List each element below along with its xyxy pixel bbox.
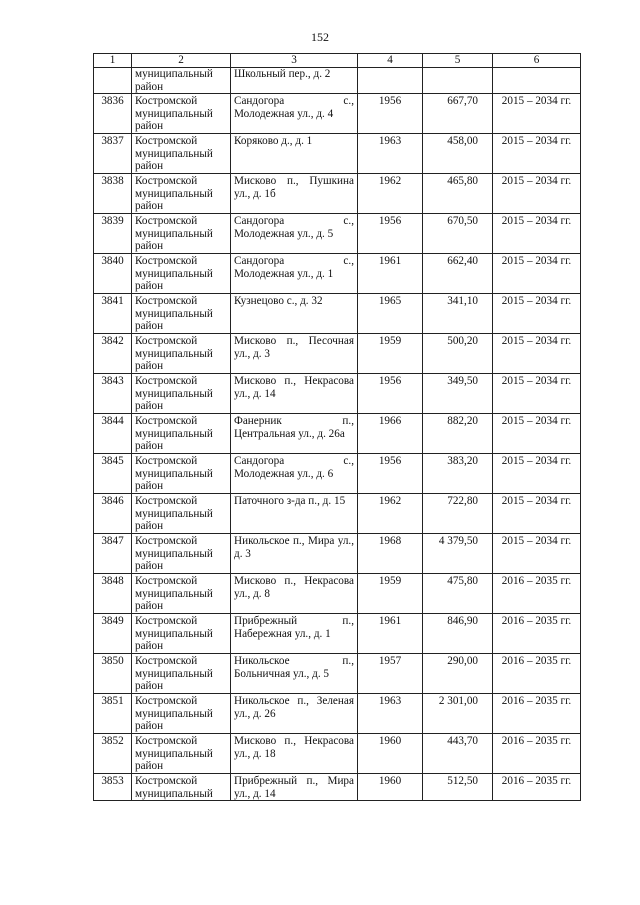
cell-number: 3848	[94, 574, 132, 614]
cell-district: Костромской муниципальный район	[132, 134, 231, 174]
cell-district: Костромской муниципальный район	[132, 254, 231, 294]
cell-year: 1956	[358, 454, 423, 494]
cell-period: 2015 – 2034 гг.	[493, 134, 581, 174]
cell-number: 3849	[94, 614, 132, 654]
column-header-4: 4	[358, 54, 423, 68]
cell-address: Никольское п., Мира ул., д. 3	[231, 534, 358, 574]
cell-address: Никольское п., Больничная ул., д. 5	[231, 654, 358, 694]
cell-area: 722,80	[423, 494, 493, 534]
housing-registry-table	[93, 53, 581, 801]
cell-period: 2015 – 2034 гг.	[493, 294, 581, 334]
column-header-3: 3	[231, 54, 358, 68]
cell-district: Костромской муниципальный район	[132, 694, 231, 734]
cell-district: Костромской муниципальный район	[132, 334, 231, 374]
cell-area: 383,20	[423, 454, 493, 494]
table-row	[94, 414, 581, 454]
cell-area: 2 301,00	[423, 694, 493, 734]
cell-address: Мисково п., Песочная ул., д. 3	[231, 334, 358, 374]
table-row-continuation	[94, 68, 581, 94]
cell-address: Кузнецово с., д. 32	[231, 294, 358, 334]
table-row	[94, 774, 581, 801]
cell-number: 3851	[94, 694, 132, 734]
cell-district: Костромской муниципальный	[132, 774, 231, 801]
cell-number: 3836	[94, 94, 132, 134]
cell-year: 1959	[358, 574, 423, 614]
cell-year: 1963	[358, 694, 423, 734]
cell-address: Школьный пер., д. 2	[231, 68, 358, 94]
cell-district: Костромской муниципальный район	[132, 174, 231, 214]
cell-area: 349,50	[423, 374, 493, 414]
cell-address: Коряково д., д. 1	[231, 134, 358, 174]
cell-district: Костромской муниципальный район	[132, 414, 231, 454]
table-row	[94, 574, 581, 614]
cell-number: 3841	[94, 294, 132, 334]
cell-area: 512,50	[423, 774, 493, 801]
table-row	[94, 494, 581, 534]
column-header-6: 6	[493, 54, 581, 68]
cell-address: Мисково п., Некрасова ул., д. 14	[231, 374, 358, 414]
table-row	[94, 694, 581, 734]
cell-period: 2016 – 2035 гг.	[493, 654, 581, 694]
cell-period: 2015 – 2034 гг.	[493, 94, 581, 134]
cell-number: 3840	[94, 254, 132, 294]
cell-district: Костромской муниципальный район	[132, 614, 231, 654]
cell-area: 290,00	[423, 654, 493, 694]
cell-period: 2016 – 2035 гг.	[493, 734, 581, 774]
cell-period: 2015 – 2034 гг.	[493, 534, 581, 574]
table-row	[94, 174, 581, 214]
cell-year: 1963	[358, 134, 423, 174]
cell-address: Мисково п., Пушкина ул., д. 1б	[231, 174, 358, 214]
cell-number: 3842	[94, 334, 132, 374]
cell-period: 2015 – 2034 гг.	[493, 374, 581, 414]
cell-area: 882,20	[423, 414, 493, 454]
cell-year: 1960	[358, 734, 423, 774]
cell-district: Костромской муниципальный район	[132, 374, 231, 414]
cell-area: 341,10	[423, 294, 493, 334]
cell-number: 3837	[94, 134, 132, 174]
cell-year: 1961	[358, 254, 423, 294]
cell-area: 4 379,50	[423, 534, 493, 574]
cell-address: Фанерник п., Центральная ул., д. 26а	[231, 414, 358, 454]
cell-period: 2016 – 2035 гг.	[493, 574, 581, 614]
cell-address: Прибрежный п., Набережная ул., д. 1	[231, 614, 358, 654]
cell-period: 2015 – 2034 гг.	[493, 334, 581, 374]
table-body	[94, 68, 581, 801]
cell-area: 443,70	[423, 734, 493, 774]
cell-period: 2015 – 2034 гг.	[493, 174, 581, 214]
cell-period: 2015 – 2034 гг.	[493, 454, 581, 494]
cell-number: 3853	[94, 774, 132, 801]
cell-area: 500,20	[423, 334, 493, 374]
cell-district: муниципальный район	[132, 68, 231, 94]
cell-year	[358, 68, 423, 94]
table-row	[94, 94, 581, 134]
cell-period: 2016 – 2035 гг.	[493, 694, 581, 734]
table-row	[94, 134, 581, 174]
cell-number: 3845	[94, 454, 132, 494]
table-row	[94, 614, 581, 654]
cell-number: 3850	[94, 654, 132, 694]
cell-district: Костромской муниципальный район	[132, 534, 231, 574]
cell-number: 3844	[94, 414, 132, 454]
cell-year: 1966	[358, 414, 423, 454]
cell-year: 1965	[358, 294, 423, 334]
cell-number	[94, 68, 132, 94]
cell-address: Прибрежный п., Мира ул., д. 14	[231, 774, 358, 801]
table-row	[94, 374, 581, 414]
cell-period	[493, 68, 581, 94]
cell-year: 1956	[358, 94, 423, 134]
cell-district: Костромской муниципальный район	[132, 294, 231, 334]
table-header-row	[94, 54, 581, 68]
table-row	[94, 334, 581, 374]
table-row	[94, 654, 581, 694]
cell-year: 1959	[358, 334, 423, 374]
cell-district: Костромской муниципальный район	[132, 454, 231, 494]
cell-district: Костромской муниципальный район	[132, 494, 231, 534]
table-row	[94, 294, 581, 334]
cell-area: 458,00	[423, 134, 493, 174]
cell-period: 2016 – 2035 гг.	[493, 774, 581, 801]
cell-year: 1962	[358, 174, 423, 214]
cell-address: Никольское п., Зеленая ул., д. 26	[231, 694, 358, 734]
cell-year: 1957	[358, 654, 423, 694]
cell-area: 475,80	[423, 574, 493, 614]
cell-area: 670,50	[423, 214, 493, 254]
table-row	[94, 454, 581, 494]
cell-year: 1956	[358, 214, 423, 254]
cell-address: Мисково п., Некрасова ул., д. 18	[231, 734, 358, 774]
column-header-5: 5	[423, 54, 493, 68]
cell-address: Сандогора с., Молодежная ул., д. 1	[231, 254, 358, 294]
cell-period: 2015 – 2034 гг.	[493, 254, 581, 294]
column-header-1: 1	[94, 54, 132, 68]
cell-address: Паточного з-да п., д. 15	[231, 494, 358, 534]
cell-district: Костромской муниципальный район	[132, 654, 231, 694]
cell-area: 465,80	[423, 174, 493, 214]
cell-number: 3852	[94, 734, 132, 774]
page-number: 152	[311, 30, 329, 44]
column-header-2: 2	[132, 54, 231, 68]
cell-address: Мисково п., Некрасова ул., д. 8	[231, 574, 358, 614]
cell-year: 1962	[358, 494, 423, 534]
cell-period: 2015 – 2034 гг.	[493, 494, 581, 534]
table-row	[94, 734, 581, 774]
cell-district: Костромской муниципальный район	[132, 214, 231, 254]
table-row	[94, 254, 581, 294]
cell-number: 3847	[94, 534, 132, 574]
cell-area: 667,70	[423, 94, 493, 134]
cell-area	[423, 68, 493, 94]
table-row	[94, 214, 581, 254]
cell-period: 2015 – 2034 гг.	[493, 214, 581, 254]
cell-period: 2015 – 2034 гг.	[493, 414, 581, 454]
cell-number: 3838	[94, 174, 132, 214]
cell-address: Сандогора с., Молодежная ул., д. 5	[231, 214, 358, 254]
cell-district: Костромской муниципальный район	[132, 94, 231, 134]
table-row	[94, 534, 581, 574]
cell-number: 3839	[94, 214, 132, 254]
cell-period: 2016 – 2035 гг.	[493, 614, 581, 654]
cell-year: 1961	[358, 614, 423, 654]
cell-address: Сандогора с., Молодежная ул., д. 6	[231, 454, 358, 494]
cell-year: 1968	[358, 534, 423, 574]
cell-year: 1956	[358, 374, 423, 414]
cell-number: 3846	[94, 494, 132, 534]
cell-area: 846,90	[423, 614, 493, 654]
cell-number: 3843	[94, 374, 132, 414]
cell-year: 1960	[358, 774, 423, 801]
cell-area: 662,40	[423, 254, 493, 294]
cell-district: Костромской муниципальный район	[132, 574, 231, 614]
cell-district: Костромской муниципальный район	[132, 734, 231, 774]
cell-address: Сандогора с., Молодежная ул., д. 4	[231, 94, 358, 134]
